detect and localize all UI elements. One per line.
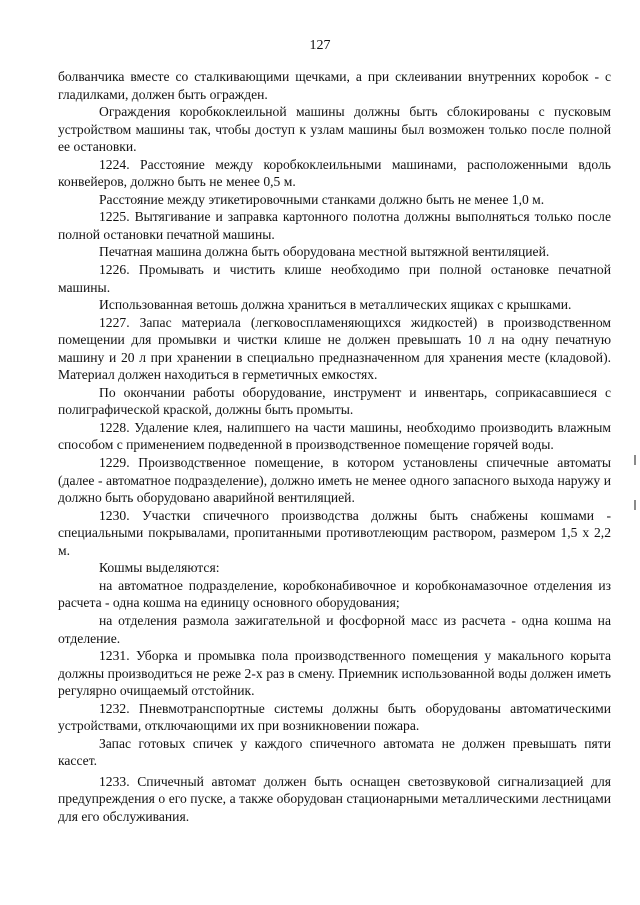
scan-edge-mark — [634, 500, 636, 510]
paragraph-1229: 1229. Производственное помещение, в котором установлены спичечные автоматы (далее - автоматное подразделение), должно иметь не менее одного запасного выхода наружу и должно быть оборудовано аварийной вентиляцией. — [58, 455, 611, 506]
document-body — [58, 68, 611, 826]
paragraph-1227: 1227. Запас материала (легковоспламеняющихся жидкостей) в производственном помещении для промывки и чистки клише не должен превышать 10 л на одну печатную машину и 20 л при хранении в специально предназначенном для хранения месте (кладовой). Материал должен находиться в герметичных емкостях. — [58, 314, 611, 383]
paragraph-1231: 1231. Уборка и промывка пола производственного помещения у макального корыта должны производиться не реже 2-х раз в смену. Приемник использованной воды должен иметь регулярно очищаемый отстойник. — [58, 648, 611, 699]
paragraph-2: Ограждения коробкоклеильной машины должны быть сблокированы с пусковым устройством машины так, чтобы доступ к узлам машины был возможен только после полной ее остановки. — [58, 104, 611, 155]
paragraph-7: Кошмы выделяются: — [99, 560, 220, 576]
paragraph-6: По окончании работы оборудование, инструмент и инвентарь, соприкасавшиеся с полиграфической краской, должны быть промыты. — [58, 384, 611, 418]
paragraph-1224: 1224. Расстояние между коробкоклеильными машинами, расположенными вдоль конвейеров, должно быть не менее 0,5 м. — [58, 156, 611, 190]
paragraph-9: на отделения размола зажигательной и фосфорной масс из расчета - одна кошма на отделение. — [58, 612, 611, 646]
paragraph-1225: 1225. Вытягивание и заправка картонного полотна должны выполняться только после полной остановки печатной машины. — [58, 209, 611, 242]
paragraph-1233: 1233. Спичечный автомат должен быть оснащен светозвуковой сигнализацией для предупреждения о его пуске, а также оборудован стационарными металлическими лестницами для его обслуживания. — [58, 773, 611, 824]
paragraph-1228: 1228. Удаление клея, налипшего на части машины, необходимо производить влажным способом с применением подведенной в производственное помещение горячей воды. — [58, 419, 611, 453]
paragraph-1: болванчика вместе со сталкивающими щечками, а при склеивании внутренних коробок - с гладилками, должен быть огражден. — [58, 69, 611, 102]
scan-edge-mark — [634, 455, 636, 465]
paragraph-5: Использованная ветошь должна храниться в металлических ящиках с крышками. — [99, 297, 572, 313]
paragraph-4: Печатная машина должна быть оборудована местной вытяжной вентиляцией. — [99, 244, 550, 260]
paragraph-1232: 1232. Пневмотранспортные системы должны быть оборудованы автоматическими устройствами, отключающими их при возникновении пожара. — [58, 700, 611, 734]
paragraph-1230: 1230. Участки спичечного производства должны быть снабжены кошмами - специальными покрывалами, пропитанными противотлеющим раствором, размером 1,5 х 2,2 м. — [58, 507, 611, 558]
paragraph-10: Запас готовых спичек у каждого спичечного автомата не должен превышать пяти кассет. — [58, 735, 611, 769]
paragraph-3: Расстояние между этикетировочными станками должно быть не менее 1,0 м. — [99, 191, 545, 207]
paragraph-1226: 1226. Промывать и чистить клише необходимо при полной остановке печатной машины. — [58, 262, 611, 295]
page-number: 127 — [309, 38, 331, 53]
paragraph-8: на автоматное подразделение, коробконабивочное и коробконамазочное отделения из расчета - одна кошма на единицу основного оборудования; — [58, 577, 611, 611]
